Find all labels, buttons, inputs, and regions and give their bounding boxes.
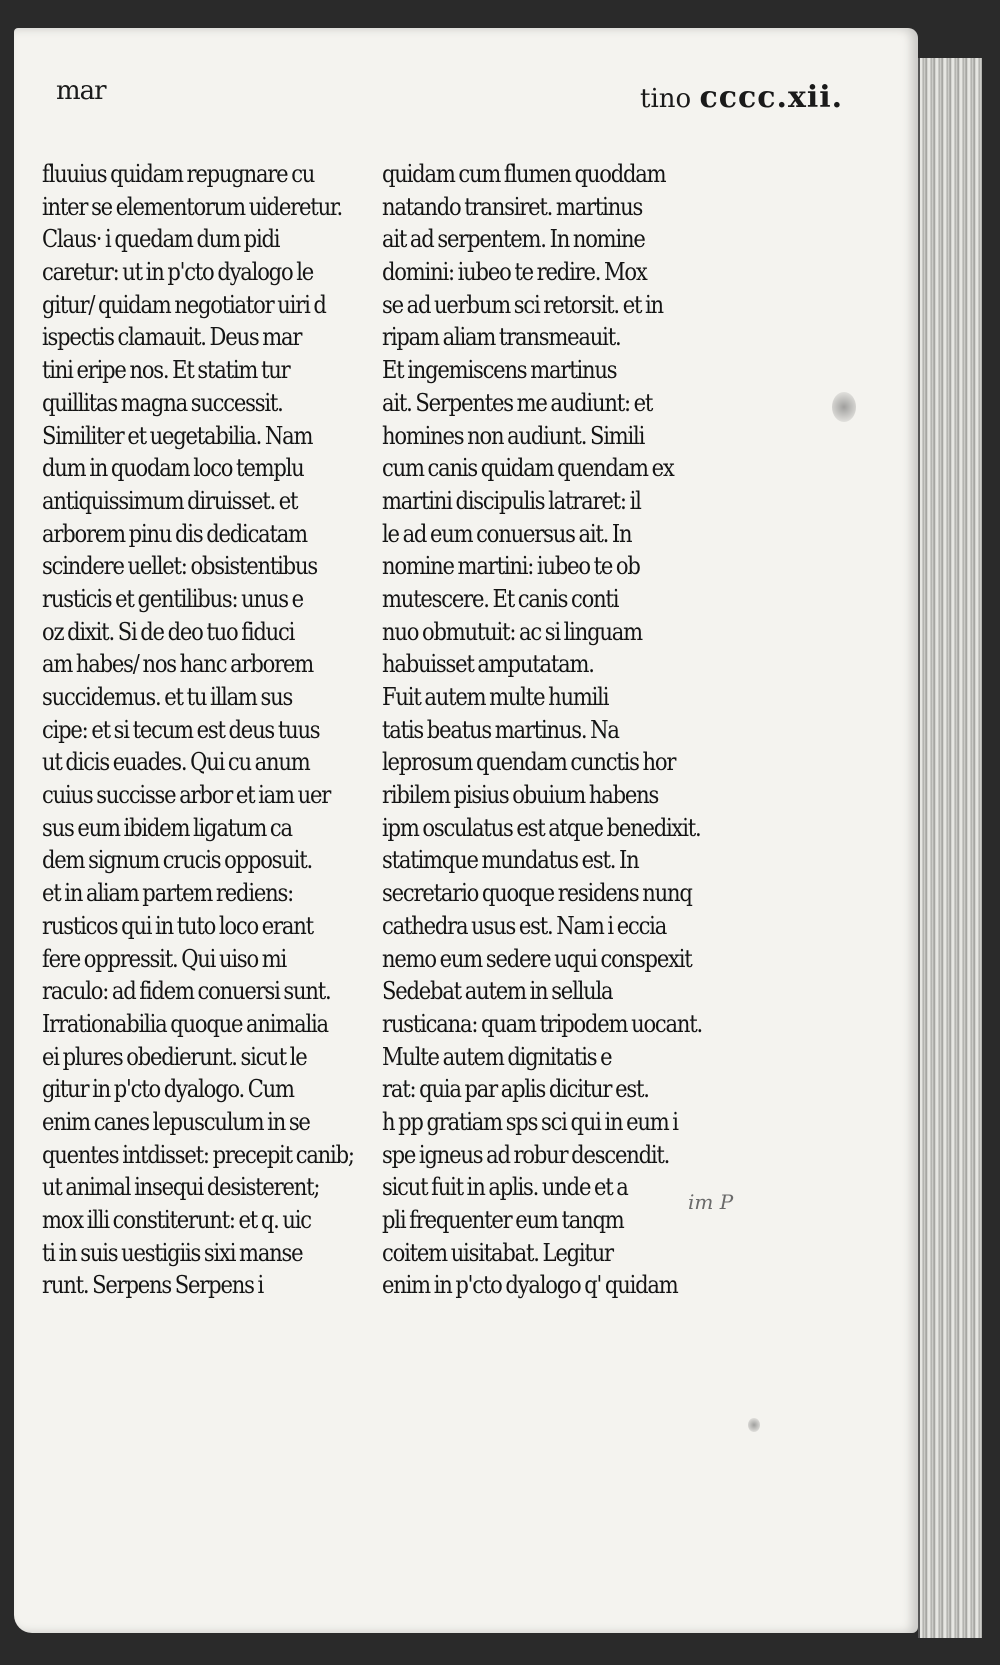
text-line: ait ad serpentem. In nomine	[382, 224, 645, 254]
text-line: martini discipulis latraret: il	[382, 485, 641, 515]
text-line: leprosum quendam cunctis hor	[382, 747, 676, 777]
text-line: rat: quia par aplis dicitur est.	[382, 1074, 649, 1104]
text-line: statimque mundatus est. In	[382, 845, 639, 875]
text-line: quentes intdisset: precepit canib;	[42, 1139, 354, 1169]
text-line: sus eum ibidem ligatum ca	[42, 812, 292, 842]
text-line: mutescere. Et canis conti	[382, 583, 619, 613]
text-line: tini eripe nos. Et statim tur	[42, 355, 290, 385]
text-line: homines non audiunt. Simili	[382, 420, 645, 450]
text-line: rusticana: quam tripodem uocant.	[382, 1008, 703, 1038]
text-line: mox illi constiterunt: et q. uic	[42, 1205, 311, 1234]
text-line: ispectis clamauit. Deus mar	[42, 322, 302, 352]
text-column-right	[382, 158, 704, 1302]
text-line: fluuius quidam repugnare cu	[42, 159, 315, 188]
text-line: Similiter et uegetabilia. Nam	[42, 420, 313, 450]
text-line: cathedra usus est. Nam i eccia	[382, 910, 667, 940]
text-line: quillitas magna successit.	[42, 387, 283, 417]
text-line: cum canis quidam quendam ex	[382, 453, 674, 483]
text-line: tatis beatus martinus. Na	[382, 714, 619, 744]
text-line: ripam aliam transmeauit.	[382, 322, 621, 352]
text-line: coitem uisitabat. Legitur	[382, 1237, 613, 1267]
text-line: ut animal insequi desisterent;	[42, 1172, 320, 1202]
text-line: arborem pinu dis dedicatam	[42, 518, 307, 548]
text-line: natando transiret. martinus	[382, 191, 643, 221]
text-line: caretur: ut in p'cto dyalogo le	[42, 257, 314, 287]
running-head-right	[640, 80, 843, 115]
text-line: domini: iubeo te redire. Mox	[382, 257, 647, 287]
text-line: succidemus. et tu illam sus	[42, 682, 293, 711]
text-line: oz dixit. Si de deo tuo fiduci	[42, 616, 295, 646]
text-line: h pp gratiam sps sci qui in eum i	[382, 1106, 678, 1136]
ink-stain	[748, 1418, 760, 1432]
text-line: ait. Serpentes me audiunt: et	[382, 387, 653, 417]
text-line: Irrationabilia quoque animalia	[42, 1008, 328, 1038]
text-line: ribilem pisius obuium habens	[382, 780, 659, 810]
text-line: inter se elementorum uideretur.	[42, 191, 342, 221]
text-line: et in aliam partem rediens:	[42, 878, 293, 908]
text-line: ti in suis uestigiis sixi manse	[42, 1237, 303, 1267]
text-line: ei plures obedierunt. sicut le	[42, 1041, 307, 1071]
text-line: le ad eum conuersus ait. In	[382, 518, 632, 548]
text-line: runt. Serpens Serpens i	[42, 1270, 263, 1300]
text-line: pli frequenter eum tanqm	[382, 1205, 624, 1234]
ink-stain	[832, 392, 856, 422]
book-fore-edge	[918, 58, 982, 1638]
text-line: fere oppressit. Qui uiso mi	[42, 943, 287, 973]
text-line: Fuit autem multe humili	[382, 682, 609, 711]
running-head-left: mar	[56, 76, 106, 106]
text-line: Claus· i quedam dum pidi	[42, 224, 280, 254]
text-line: habuisset amputatam.	[382, 649, 594, 679]
text-line: secretario quoque residens nunq	[382, 878, 692, 908]
text-line: ut dicis euades. Qui cu anum	[42, 747, 310, 777]
text-line: sicut fuit in aplis. unde et a	[382, 1172, 628, 1202]
text-line: enim canes lepusculum in se	[42, 1106, 310, 1136]
marginal-note: im P	[688, 1190, 734, 1214]
running-head-word: tino	[640, 84, 692, 114]
text-line: cuius succisse arbor et iam uer	[42, 780, 331, 810]
text-line: se ad uerbum sci retorsit. et in	[382, 289, 663, 319]
text-line: dum in quodam loco templu	[42, 453, 304, 483]
text-line: nuo obmutuit: ac si linguam	[382, 616, 642, 646]
text-line: spe igneus ad robur descendit.	[382, 1139, 670, 1169]
text-line: rusticos qui in tuto loco erant	[42, 910, 313, 940]
text-line: Sedebat autem in sellula	[382, 976, 613, 1006]
text-column-left	[42, 158, 352, 1302]
text-line: ipm osculatus est atque benedixit.	[382, 812, 701, 842]
text-line: am habes/ nos hanc arborem	[42, 649, 314, 679]
folio-number: cccc.xii.	[699, 80, 844, 115]
text-line: gitur/ quidam negotiator uiri d	[42, 289, 326, 319]
text-line: dem signum crucis opposuit.	[42, 845, 312, 875]
text-line: gitur in p'cto dyalogo. Cum	[42, 1074, 294, 1104]
text-line: Et ingemiscens martinus	[382, 355, 617, 385]
text-line: rusticis et gentilibus: unus e	[42, 583, 303, 613]
text-line: quidam cum flumen quoddam	[382, 159, 666, 188]
text-line: raculo: ad fidem conuersi sunt.	[42, 976, 331, 1006]
text-line: scindere uellet: obsistentibus	[42, 551, 317, 581]
text-line: Multe autem dignitatis e	[382, 1041, 612, 1071]
text-line: enim in p'cto dyalogo q' quidam	[382, 1270, 678, 1300]
text-line: cipe: et si tecum est deus tuus	[42, 714, 320, 744]
text-line: antiquissimum diruisset. et	[42, 485, 298, 515]
text-line: nemo eum sedere uqui conspexit	[382, 943, 692, 973]
text-line: nomine martini: iubeo te ob	[382, 551, 640, 581]
